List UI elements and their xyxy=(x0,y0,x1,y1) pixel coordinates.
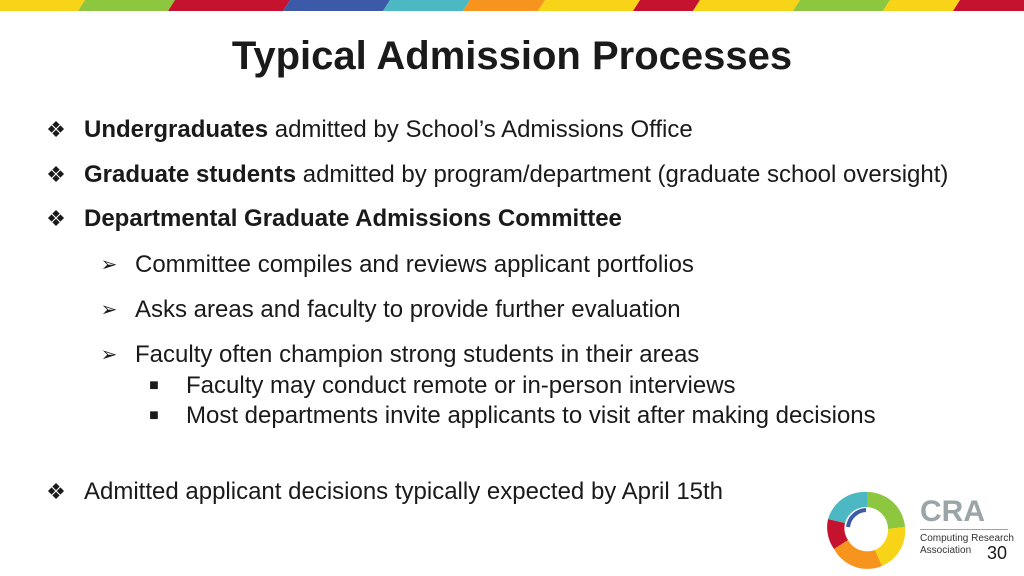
diamond-bullet-icon: ❖ xyxy=(46,117,66,142)
cra-name-line2: Association xyxy=(920,545,972,556)
sub-sub-bullet-text: Faculty may conduct remote or in-person interviews xyxy=(186,372,736,399)
bullet-undergraduates xyxy=(84,115,693,145)
cra-acronym: CRA xyxy=(920,495,985,528)
top-color-stripe xyxy=(0,0,1024,11)
cra-name-line1: Computing Research xyxy=(920,533,1014,544)
sub-sub-bullet-text: Most departments invite applicants to visit after making decisions xyxy=(186,402,876,429)
bullet-bold-text: Graduate students xyxy=(84,161,297,188)
arrow-bullet-icon: ➢ xyxy=(100,299,118,321)
logo-divider xyxy=(920,529,1008,530)
diamond-bullet-icon: ❖ xyxy=(46,162,66,187)
diamond-bullet-icon: ❖ xyxy=(46,206,66,231)
cra-ring-logo-icon xyxy=(822,487,912,573)
diamond-bullet-icon: ❖ xyxy=(46,479,66,504)
square-bullet-icon: ■ xyxy=(149,377,159,394)
slide-title: Typical Admission Processes xyxy=(231,34,793,78)
bullet-graduate-students xyxy=(84,160,948,190)
bullet-bold-text: Departmental Graduate Admissions Committee xyxy=(84,205,622,232)
square-bullet-icon: ■ xyxy=(149,407,159,424)
sub-bullet-text: Committee compiles and reviews applicant portfolios xyxy=(135,251,694,278)
arrow-bullet-icon: ➢ xyxy=(100,344,118,366)
bullet-text: admitted by program/department (graduate school oversight) xyxy=(296,161,949,188)
bullet-admissions-committee xyxy=(84,204,622,234)
bullet-bold-text: Undergraduates xyxy=(84,116,269,143)
sub-bullet-text: Faculty often champion strong students in their areas xyxy=(135,341,700,368)
page-number: 30 xyxy=(987,543,1008,563)
bullet-text: admitted by School’s Admissions Office xyxy=(268,116,693,143)
sub-bullet-text: Asks areas and faculty to provide further evaluation xyxy=(135,296,681,323)
arrow-bullet-icon: ➢ xyxy=(100,254,118,276)
bullet-decisions-date: Admitted applicant decisions typically expected by April 15th xyxy=(84,478,724,505)
